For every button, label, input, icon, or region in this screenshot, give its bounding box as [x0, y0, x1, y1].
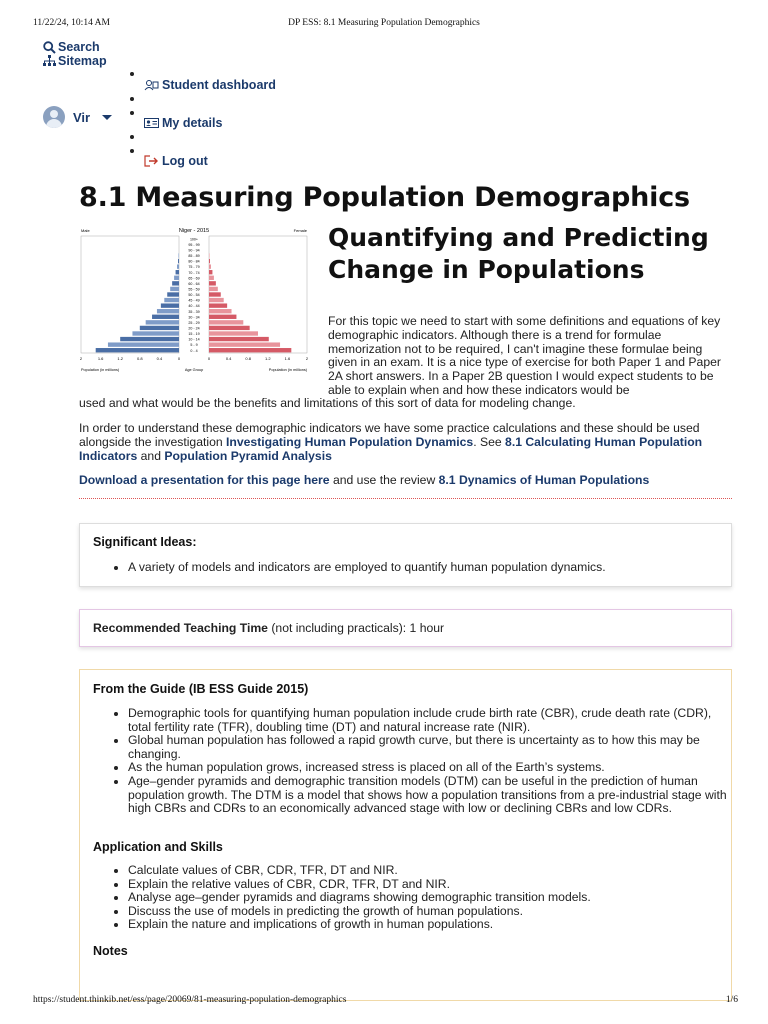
skills-heading: Application and Skills [93, 840, 223, 854]
pyramid-female-bar [209, 287, 218, 291]
page-title: 8.1 Measuring Population Demographics [79, 182, 690, 213]
menu-item-my-details[interactable] [144, 116, 222, 130]
menu-item-label: Log out [162, 154, 208, 168]
pyramid-female-bar [209, 331, 258, 335]
significant-ideas-list [92, 561, 748, 575]
pyramid-female-bar [209, 337, 269, 341]
list-item: • Explain the relative values of CBR, CDR, TFR, DT and NIR. [128, 878, 728, 892]
user-menu-toggle[interactable] [43, 106, 112, 128]
pyramid-age-label: 10 - 14 [188, 337, 200, 342]
intro-paragraph: For this topic we need to start with some definitions and equations of key demographic indicators. Although there is a trend for formulae memorization not to be required, I can't imagine these formulae being given in an exam. It is a nice type of exercise for both Paper 1 and Paper 2A short answers. In a Paper 2B question I would expect students to be able to explain when and how these indicators would be [328, 314, 721, 397]
pyramid-male-bar [161, 303, 179, 307]
pyramid-female-bar [209, 342, 280, 346]
pyramid-male-bar [108, 342, 179, 346]
teaching-time-label: Recommended Teaching Time [93, 621, 268, 635]
guide-list [92, 707, 728, 816]
pyramid-tick-label: 0 [177, 356, 181, 361]
pyramid-tick-label: 0.8 [137, 356, 143, 361]
teaching-time-box [79, 609, 732, 647]
list-bullet [130, 149, 134, 153]
pyramid-age-label: 25 - 29 [188, 320, 200, 325]
menu-item-label: Student dashboard [162, 78, 276, 92]
print-title: DP ESS: 8.1 Measuring Population Demographics [288, 18, 480, 28]
pyramid-age-label: 85 - 89 [188, 254, 200, 259]
pyramid-female-bar [209, 276, 214, 280]
pyramid-xlabel-left: Population (in millions) [81, 368, 120, 372]
pyramid-age-label: 5 - 9 [190, 343, 198, 348]
paragraph-text: In order to understand these demographic indicators we have some practice calculations and these should be used alongside the investigation [79, 421, 700, 449]
pyramid-female-bar [209, 309, 232, 313]
sitemap-link[interactable] [43, 54, 107, 68]
search-link[interactable] [43, 40, 107, 54]
download-paragraph [79, 473, 739, 487]
chevron-down-icon [102, 115, 112, 120]
list-item: • Calculate values of CBR, CDR, TFR, DT and NIR. [128, 864, 728, 878]
pyramid-male-bar [132, 331, 179, 335]
user-name: Vir [73, 109, 91, 125]
significant-ideas-heading: Significant Ideas: [93, 535, 197, 549]
pyramid-age-label: 20 - 24 [188, 326, 200, 331]
guide-heading: From the Guide (IB ESS Guide 2015) [93, 682, 309, 696]
pyramid-male-bar [96, 348, 179, 352]
pyramid-male-bar [176, 270, 179, 274]
pyramid-male-bar [177, 264, 179, 268]
pyramid-age-label: 100+ [189, 237, 199, 242]
pyramid-female-bar [209, 315, 236, 319]
pyramid-male-label: Male [81, 228, 90, 233]
link-calculating-indicators[interactable]: 8.1 Calculating Human Population Indicators [79, 435, 703, 463]
pyramid-female-bar [209, 303, 227, 307]
list-item: • Analyse age–gender pyramids and diagrams showing demographic transition models. [128, 891, 728, 905]
pyramid-tick-label: 1.6 [97, 356, 104, 361]
pyramid-male-bar [167, 292, 179, 296]
pyramid-age-label: 35 - 39 [188, 309, 200, 314]
list-item: • As the human population grows, increased stress is placed on all of the Earth’s systems. [128, 761, 728, 775]
pyramid-age-label: 50 - 54 [188, 293, 200, 298]
teaching-time-text [93, 621, 444, 635]
pyramid-male-bar [120, 337, 179, 341]
menu-item-label: My details [162, 116, 223, 130]
pyramid-male-bar [140, 326, 179, 330]
pyramid-xlabel-right: Population (in millions) [268, 368, 307, 372]
avatar [43, 106, 65, 128]
paragraph-text: and use the review [329, 473, 439, 487]
list-bullet [130, 111, 134, 115]
pyramid-age-label: 40 - 44 [188, 304, 200, 309]
pyramid-male-bar [164, 298, 179, 302]
list-item: • Discuss the use of models in predicting the growth of human populations. [128, 905, 728, 919]
list-item: • Age–gender pyramids and demographic transition models (DTM) can be useful in the prediction of human population growth. The DTM is a model that shows how a population transitions from a pre-industrial stage with high CBRs and CDRs to an economically advanced stage with low or declining CBRs and low CDRs. [128, 775, 728, 816]
pyramid-age-label: 65 - 69 [188, 276, 200, 281]
pyramid-female-bar [209, 270, 212, 274]
pyramid-female-label: Female [293, 228, 307, 233]
skills-list [92, 864, 728, 932]
pyramid-tick-label: 0 [207, 356, 211, 361]
pyramid-male-bar [170, 287, 179, 291]
pyramid-male-bar [174, 276, 179, 280]
pyramid-tick-label: 1.2 [117, 356, 123, 361]
pyramid-tick-label: 2 [79, 356, 83, 361]
pyramid-age-label: 15 - 19 [188, 332, 200, 337]
pyramid-title: Niger - 2015 [178, 228, 210, 234]
menu-item-student-dashboard[interactable] [144, 78, 276, 92]
pyramid-tick-label: 2 [305, 356, 309, 361]
section-title: Quantifying and Predicting Change in Populations [328, 223, 709, 284]
list-bullet [130, 97, 134, 101]
pyramid-tick-label: 0.8 [245, 356, 251, 361]
pyramid-male-bar [152, 315, 179, 319]
population-pyramid-image [79, 226, 309, 376]
pyramid-age-label: 95 - 99 [188, 242, 200, 247]
paragraph-text: . See [473, 435, 506, 449]
menu-item-log-out[interactable] [144, 154, 208, 168]
pyramid-age-label: 60 - 64 [188, 281, 200, 286]
pyramid-female-bar [209, 326, 250, 330]
pyramid-tick-label: 0.4 [156, 356, 163, 361]
sitemap-label: Sitemap [58, 54, 107, 68]
pyramid-tick-label: 1.6 [284, 356, 291, 361]
top-links [43, 40, 107, 68]
intro-paragraph-continued: used and what would be the benefits and limitations of this sort of data for modeling change. [79, 396, 576, 410]
list-item: • Demographic tools for quantifying human population include crude birth rate (CBR), crude death rate (CDR), total fertility rate (TFR), doubling time (DT) and natural increase rate (NIR). [128, 707, 728, 734]
pyramid-male-bar [146, 320, 179, 324]
list-bullet [130, 135, 134, 139]
pyramid-age-label: 90 - 94 [188, 248, 200, 253]
link-pyramid-analysis[interactable]: Population Pyramid Analysis [164, 449, 332, 463]
teaching-time-value: (not including practicals): 1 hour [267, 621, 445, 635]
pyramid-age-label: 30 - 34 [188, 315, 200, 320]
pyramid-age-label: 80 - 84 [188, 259, 200, 264]
list-item: • A variety of models and indicators are employed to quantify human population dynamics. [128, 561, 748, 575]
practice-paragraph [79, 421, 739, 463]
significant-ideas-box [79, 523, 732, 587]
pyramid-age-label: 75 - 79 [188, 265, 200, 270]
pyramid-male-bar [157, 309, 179, 313]
pyramid-female-bar [209, 320, 243, 324]
link-investigation[interactable]: Investigating Human Population Dynamics [226, 435, 474, 449]
pyramid-female-bar [209, 348, 291, 352]
pyramid-tick-label: 0.4 [225, 356, 232, 361]
pyramid-male-bar [178, 259, 179, 263]
guide-box [79, 669, 732, 1001]
list-bullet [130, 72, 134, 76]
pyramid-female-bar [209, 292, 221, 296]
notes-heading: Notes [93, 944, 128, 958]
dashboard-icon [144, 79, 159, 91]
pyramid-age-label: 70 - 74 [188, 270, 200, 275]
print-page-number: 1/6 [725, 995, 738, 1005]
pyramid-age-label: 0 - 4 [190, 348, 198, 353]
print-url: https://student.thinkib.net/ess/page/20069/81-measuring-population-demographics [33, 995, 347, 1005]
sitemap-icon [43, 55, 56, 67]
pyramid-age-label: 45 - 49 [188, 298, 200, 303]
print-datetime: 11/22/24, 10:14 AM [33, 18, 110, 28]
link-review[interactable]: 8.1 Dynamics of Human Populations [438, 473, 650, 487]
search-icon [43, 41, 56, 54]
pyramid-female-bar [209, 281, 216, 285]
list-item: • Explain the nature and implications of growth in human populations. [128, 918, 728, 932]
paragraph-text: and [137, 449, 165, 463]
pyramid-female-bar [209, 264, 211, 268]
id-card-icon [144, 117, 159, 129]
pyramid-tick-label: 1.2 [265, 356, 271, 361]
pyramid-female-bar [209, 298, 224, 302]
pyramid-female-bar [209, 259, 210, 263]
pyramid-age-label: 55 - 59 [188, 287, 200, 292]
pyramid-male-bar [172, 281, 179, 285]
list-item: • Global human population has followed a rapid growth curve, but there is uncertainty as to how this may be changing. [128, 734, 728, 761]
link-download-presentation[interactable]: Download a presentation for this page here [79, 473, 330, 487]
search-label: Search [58, 40, 100, 54]
pyramid-xlabel-center: Age Group [184, 368, 204, 372]
divider [79, 498, 732, 499]
logout-icon [144, 155, 159, 167]
